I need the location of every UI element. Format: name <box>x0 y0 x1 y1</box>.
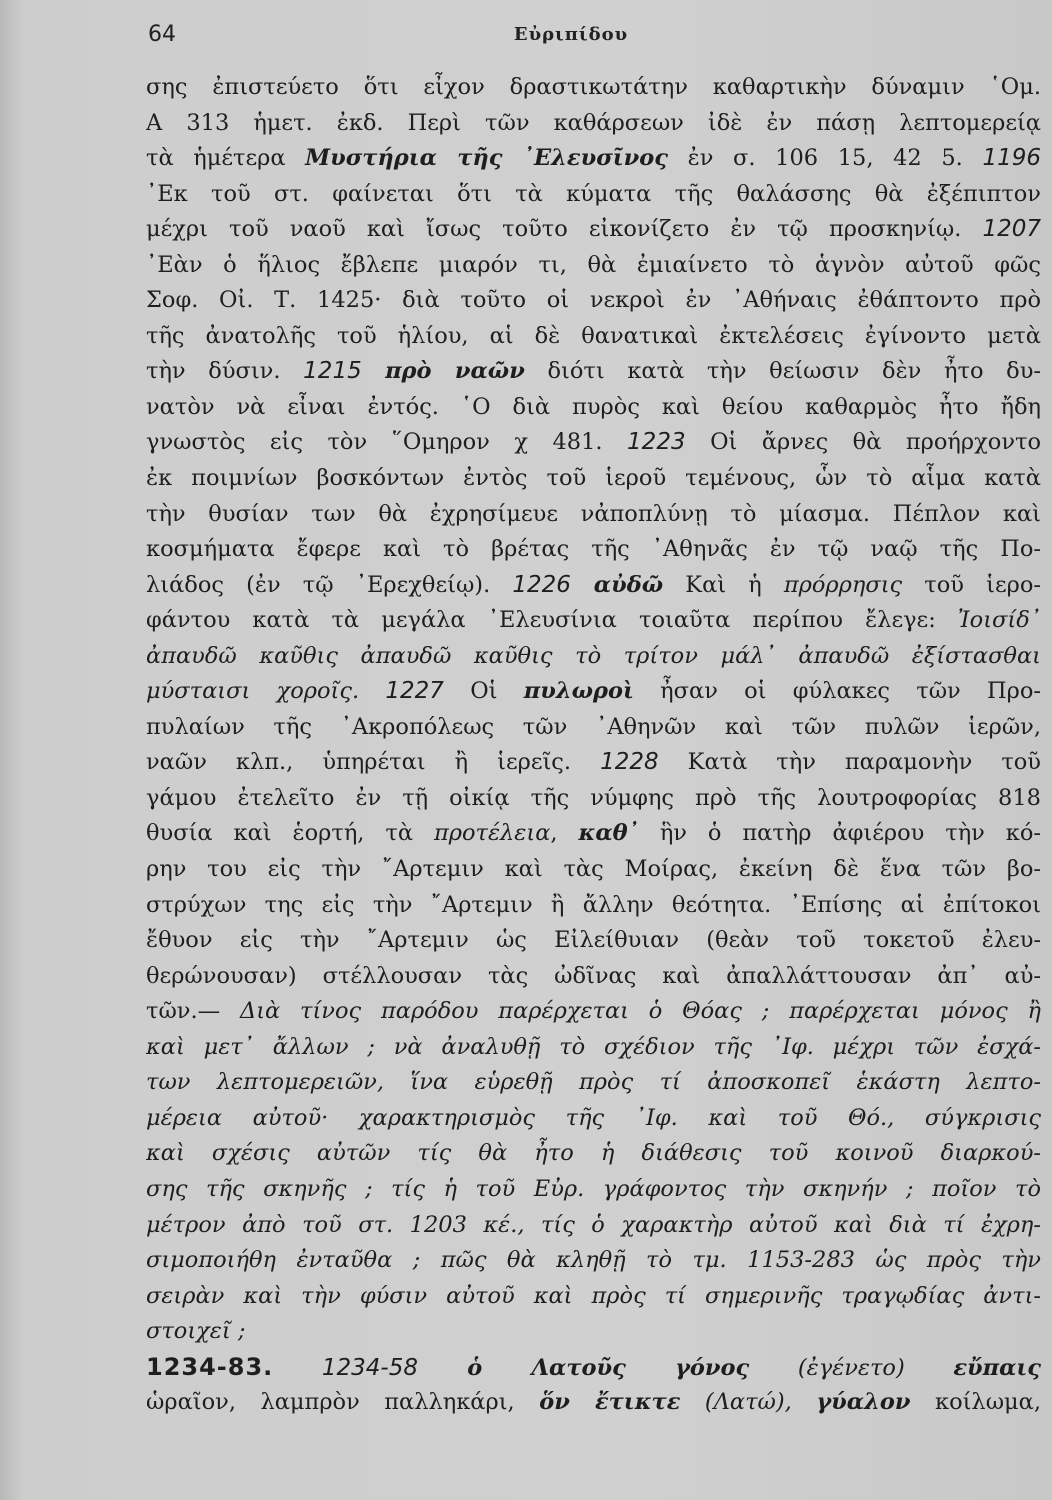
text-segment: αὐδῶ <box>570 571 664 598</box>
text-segment: μέχρι τοῦ ναοῦ καὶ ἴσως τοῦτο εἰκονίζετο ἐν τῷ προσκηνίῳ. <box>146 216 983 243</box>
text-line <box>146 888 1041 924</box>
text-segment: διότι κατὰ τὴν θείωσιν δὲν ἦτο δυ- <box>524 358 1041 385</box>
text-line <box>146 1065 1041 1101</box>
text-segment: ὡραῖον, λαμπρὸν παλληκάρι, <box>146 1389 540 1416</box>
text-line <box>146 354 1041 390</box>
text-segment: ἦσαν οἱ φύλακες τῶν Προ- <box>633 678 1041 705</box>
text-segment: γάμου ἐτελεῖτο ἐν τῇ οἰκίᾳ τῆς νύμφης πρὸ τῆς λουτροφορίας 818 <box>146 784 1041 811</box>
text-segment: πυλαίων τῆς ᾿Ακροπόλεως τῶν ᾿Αθηνῶν καὶ τῶν πυλῶν ἱερῶν, <box>146 713 1041 740</box>
text-line <box>146 710 1041 746</box>
text-line <box>146 1243 1041 1279</box>
text-segment: πρόρρησις <box>783 571 903 598</box>
text-segment: ἣν ὁ πατὴρ ἀφιέρου τὴν κό- <box>638 820 1041 847</box>
text-segment: (Λατώ), <box>680 1389 817 1416</box>
text-segment: θυσία καὶ ἑορτή, τὰ <box>146 820 434 847</box>
text-line <box>146 1314 1041 1350</box>
text-line <box>146 532 1041 568</box>
text-segment: Καὶ ἡ <box>663 571 784 598</box>
text-line <box>146 781 1041 817</box>
text-segment: θερώνουσαν) στέλλουσαν τὰς ὠδῖνας καὶ ἀπαλλάττουσαν ἀπ᾿ αὐ- <box>146 962 1041 989</box>
text-segment: σιμοποιήθη ἐνταῦθα ; πῶς θὰ κληθῇ τὸ τμ. 1153-283 ὡς πρὸς τὴν <box>146 1247 1041 1274</box>
verse-reference: 1227 <box>385 678 444 705</box>
page-header <box>148 22 994 62</box>
text-line <box>146 497 1041 533</box>
text-segment: λιάδος (ἐν τῷ ᾿Ερεχθείῳ). <box>146 571 513 598</box>
text-segment: τῆς ἀνατολῆς τοῦ ἡλίου, αἱ δὲ θανατικαὶ ἐκτελέσεις ἐγίνοντο μετὰ <box>146 322 1041 349</box>
text-line <box>146 745 1041 781</box>
text-line <box>146 70 1041 106</box>
text-segment: γνωστὸς εἰς τὸν ῞Ομηρον χ 481. <box>146 429 628 456</box>
text-segment: τῶν.— <box>146 998 240 1025</box>
text-segment: (ἐγένετο) <box>749 1354 954 1381</box>
text-segment: μέρεια αὐτοῦ· χαρακτηρισμὸς τῆς ᾿Ιφ. καὶ τοῦ Θό., σύγκρισις <box>146 1104 1041 1131</box>
text-line <box>146 1030 1041 1066</box>
text-line <box>146 248 1041 284</box>
verse-reference: 1223 <box>627 429 686 456</box>
text-segment: Α 313 ἡμετ. ἐκδ. Περὶ τῶν καθάρσεων ἰδὲ ἐν πάσῃ λεπτομερείᾳ <box>146 109 1041 136</box>
text-segment: τὴν θυσίαν των θὰ ἐχρησίμευε νἀποπλύνῃ τὸ μίασμα. Πέπλον καὶ <box>146 500 1041 527</box>
text-segment: καὶ μετ᾿ ἄλλων ; νὰ ἀναλυθῇ τὸ σχέδιον τῆς ᾿Ιφ. μέχρι τῶν ἐσχά- <box>146 1033 1041 1060</box>
text-segment: ρην του εἰς τὴν ῎Αρτεμιν καὶ τὰς Μοίρας, ἐκείνη δὲ ἕνα τῶν βο- <box>146 856 1041 883</box>
verse-reference: 1226 <box>512 571 571 598</box>
text-segment: τὰ ἡμέτερα <box>146 145 306 172</box>
text-segment: ναῶν κλπ., ὑπηρέται ἢ ἱερεῖς. <box>146 749 601 776</box>
text-segment: γύαλον <box>816 1389 911 1416</box>
text-line <box>146 1136 1041 1172</box>
text-segment: μέτρον ἀπὸ τοῦ στ. 1203 κέ., τίς ὁ χαρακτὴρ αὐτοῦ καὶ διὰ τί ἐχρη- <box>146 1211 1041 1238</box>
text-line <box>146 1385 1041 1421</box>
text-line <box>146 852 1041 888</box>
text-segment: Κατὰ τὴν παραμονὴν τοῦ <box>658 749 1041 776</box>
text-line <box>146 1279 1041 1315</box>
text-line <box>146 603 1041 639</box>
verse-reference: 1215 <box>303 358 362 385</box>
text-segment: ᾿Εὰν ὁ ἥλιος ἔβλεπε μιαρόν τι, θὰ ἐμιαίνετο τὸ ἁγνὸν αὐτοῦ φῶς <box>146 251 1041 278</box>
text-line <box>146 959 1041 995</box>
text-segment: Μυστήρια τῆς ᾿Ελευσῖνος <box>305 145 669 172</box>
text-segment: προτέλεια <box>433 820 551 847</box>
verse-reference: 1207 <box>982 216 1041 243</box>
text-segment: καὶ σχέσις αὐτῶν τίς θὰ ἦτο ἡ διάθεσις τοῦ κοινοῦ διαρκού- <box>146 1140 1041 1167</box>
text-segment: Οἱ <box>443 678 524 705</box>
text-segment: κοίλωμα, <box>910 1389 1041 1416</box>
text-segment: στρύχων της εἰς τὴν ῎Αρτεμιν ἢ ἄλλην θεότητα. ᾿Επίσης αἱ ἐπίτοκοι <box>146 891 1041 918</box>
text-segment: τὴν δύσιν. <box>146 358 304 385</box>
text-line <box>146 106 1041 142</box>
text-line <box>146 994 1041 1030</box>
text-segment: εὔπαις <box>953 1354 1041 1381</box>
text-segment: τοῦ ἱερο- <box>902 571 1041 598</box>
text-line <box>146 923 1041 959</box>
text-segment: ὅν ἔτικτε <box>539 1389 681 1416</box>
text-segment <box>359 678 385 704</box>
text-segment: σης τῆς σκηνῆς ; τίς ἡ τοῦ Εὐρ. γράφοντος τὴν σκηνήν ; ποῖον τὸ <box>146 1175 1041 1202</box>
page-number: 64 <box>148 22 176 47</box>
verse-reference: 1228 <box>600 749 659 776</box>
text-line <box>146 425 1041 461</box>
text-segment <box>273 1355 322 1381</box>
text-line <box>146 212 1041 248</box>
text-segment: Οἱ ἄρνες θὰ προήρχοντο <box>685 429 1041 456</box>
text-segment: Διὰ τίνος παρόδου παρέρχεται ὁ Θόας ; παρέρχεται μόνος ἢ <box>239 998 1041 1025</box>
text-line <box>146 141 1041 177</box>
text-line <box>146 319 1041 355</box>
text-line <box>146 639 1041 675</box>
text-segment: μύσταισι χοροῖς. <box>146 678 360 705</box>
running-title: Εὐριπίδου <box>513 24 629 45</box>
text-segment: στοιχεῖ ; <box>146 1318 246 1345</box>
text-segment: καθ᾿ <box>578 820 639 847</box>
text-segment: ἐκ ποιμνίων βοσκόντων ἐντὸς τοῦ ἱεροῦ τεμένους, ὧν τὸ αἷμα κατὰ <box>146 465 1041 492</box>
text-segment: σειρὰν καὶ τὴν φύσιν αὐτοῦ καὶ πρὸς τί σημερινῆς τραγῳδίας ἀντι- <box>146 1282 1041 1309</box>
text-segment: φάντου κατὰ τὰ μεγάλα ᾿Ελευσίνια τοιαῦτα περίπου ἔλεγε: <box>146 607 958 634</box>
text-line <box>146 177 1041 213</box>
text-segment: Σοφ. Οἰ. Τ. 1425· διὰ τοῦτο οἱ νεκροὶ ἐν ᾿Αθήναις ἐθάπτοντο πρὸ <box>146 287 1041 314</box>
text-segment: ἐν σ. 106 15, 42 5. <box>668 145 983 172</box>
section-number: 1234-83. <box>146 1352 274 1381</box>
text-segment: , <box>550 820 579 847</box>
text-segment: πυλωροὶ <box>523 678 634 705</box>
text-segment: των λεπτομερειῶν, ἵνα εὑρεθῇ πρὸς τί ἀποσκοπεῖ ἑκάστη λεπτο- <box>146 1069 1041 1096</box>
text-segment: Ἰοισίδ᾿ <box>957 607 1041 634</box>
text-segment: πρὸ ναῶν <box>361 358 525 385</box>
text-line <box>146 1208 1041 1244</box>
text-line <box>146 390 1041 426</box>
text-segment: σης ἐπιστεύετο ὅτι εἶχον δραστικωτάτην καθαρτικὴν δύναμιν ῾Ομ. <box>146 74 1041 100</box>
commentary-text <box>146 70 1041 1421</box>
text-segment: ᾿Εκ τοῦ στ. φαίνεται ὅτι τὰ κύματα τῆς θαλάσσης θὰ ἐξέπιπτον <box>146 180 1041 207</box>
text-line <box>146 674 1041 710</box>
text-segment: κοσμήματα ἔφερε καὶ τὸ βρέτας τῆς ᾿Αθηνᾶς ἐν τῷ ναῷ τῆς Πο- <box>146 536 1041 563</box>
verse-reference: 1234-58 <box>321 1354 418 1381</box>
verse-reference: 1196 <box>982 145 1041 172</box>
text-segment: ἔθυον εἰς τὴν ῎Αρτεμιν ὡς Εἰλείθυιαν (θεὰν τοῦ τοκετοῦ ἐλευ- <box>146 927 1041 954</box>
text-line <box>146 1101 1041 1137</box>
text-segment: ἀπαυδῶ καῦθις ἀπαυδῶ καῦθις τὸ τρίτον μάλ᾿ ἀπαυδῶ ἐξίστασθαι <box>146 642 1041 669</box>
text-segment: νατὸν νὰ εἶναι ἐντός. ῾Ο διὰ πυρὸς καὶ θείου καθαρμὸς ἦτο ἤδη <box>146 393 1041 420</box>
text-line <box>146 816 1041 852</box>
text-line <box>146 568 1041 604</box>
text-line <box>146 283 1041 319</box>
text-segment: ὁ Λατοῦς γόνος <box>418 1354 750 1381</box>
text-line <box>146 1172 1041 1208</box>
text-line <box>146 461 1041 497</box>
text-line <box>146 1350 1041 1386</box>
